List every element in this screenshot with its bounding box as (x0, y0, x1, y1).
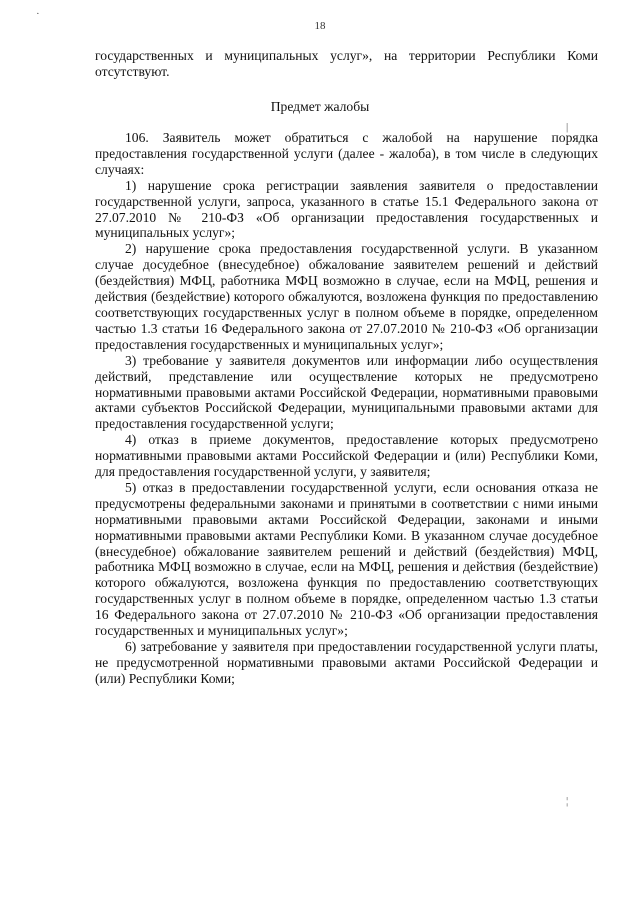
list-item-2: 2) нарушение срока предоставления государственной услуги. В указанном случае досудебное (внесудебное) обжалование заявителем решений и действий (бездействия) МФЦ, работника МФЦ возможно в случае, если на МФЦ, решения и действия (бездействие) которого обжалуются, возложена функция по предоставлению соответствующих государственных услуг в полном объеме в порядке, определенном частью 1.3 статьи 16 Федерального закона от 27.07.2010 № 210-ФЗ «Об организации предоставления государственных и муниципальных услуг»; (95, 241, 598, 352)
list-item-4: 4) отказ в приеме документов, предоставление которых предусмотрено нормативными правовыми актами Российской Федерации и (или) Республики Коми, для предоставления государственной услуги, у заявителя; (95, 432, 598, 480)
list-item-3: 3) требование у заявителя документов или информации либо осуществления действий, представление или осуществление которых не предусмотрено нормативными правовыми актами Российской Федерации, нормативными правовыми актами субъектов Российской Федерации, муниципальными правовыми актами для предоставления государственной услуги; (95, 352, 598, 432)
intro-text: государственных и муниципальных услуг», на территории Республики Коми отсутствуют. (95, 48, 598, 79)
page-number: 18 (314, 20, 326, 32)
list-item-6: 6) затребование у заявителя при предоставлении государственной услуги платы, не предусмотренной нормативными правовыми актами Российской Федерации и (или) Республики Коми; (95, 639, 598, 686)
list-item-1: 1) нарушение срока регистрации заявления заявителя о предоставлении государственной услуги, запроса, указанного в статье 15.1 Федерального закона от 27.07.2010 № 210-ФЗ «Об организации предоставления государственных и муниципальных услуг»; (95, 177, 598, 241)
intro-paragraph (95, 48, 598, 80)
scan-mark: | (566, 121, 569, 133)
paragraph-106: 106. Заявитель может обратиться с жалобой на нарушение порядка предоставления государственной услуги (далее - жалоба), в том числе в следующих случаях: (95, 130, 598, 177)
section-heading: Предмет жалобы (270, 99, 370, 114)
scan-mark: · (36, 8, 40, 20)
list-item-5: 5) отказ в предоставлении государственной услуги, если основания отказа не предусмотрены федеральными законами и принятыми в соответствии с ними иными нормативными правовыми актами Российской Федерации, законами и иными нормативными правовыми актами Республики Коми. В указанном случае досудебное (внесудебное) обжалование заявителем решений и действий (бездействия) МФЦ, работника МФЦ возможно в случае, если на МФЦ, решения и действия (бездействие) которого обжалуются, возложена функция по предоставлению соответствующих государственных услуг в полном объеме в порядке, определенном частью 1.3 статьи 16 Федерального закона от 27.07.2010 № 210-ФЗ «Об организации предоставления государственных и муниципальных услуг»; (95, 479, 598, 639)
document-body (95, 130, 598, 687)
scan-mark: ¦ (566, 795, 569, 807)
